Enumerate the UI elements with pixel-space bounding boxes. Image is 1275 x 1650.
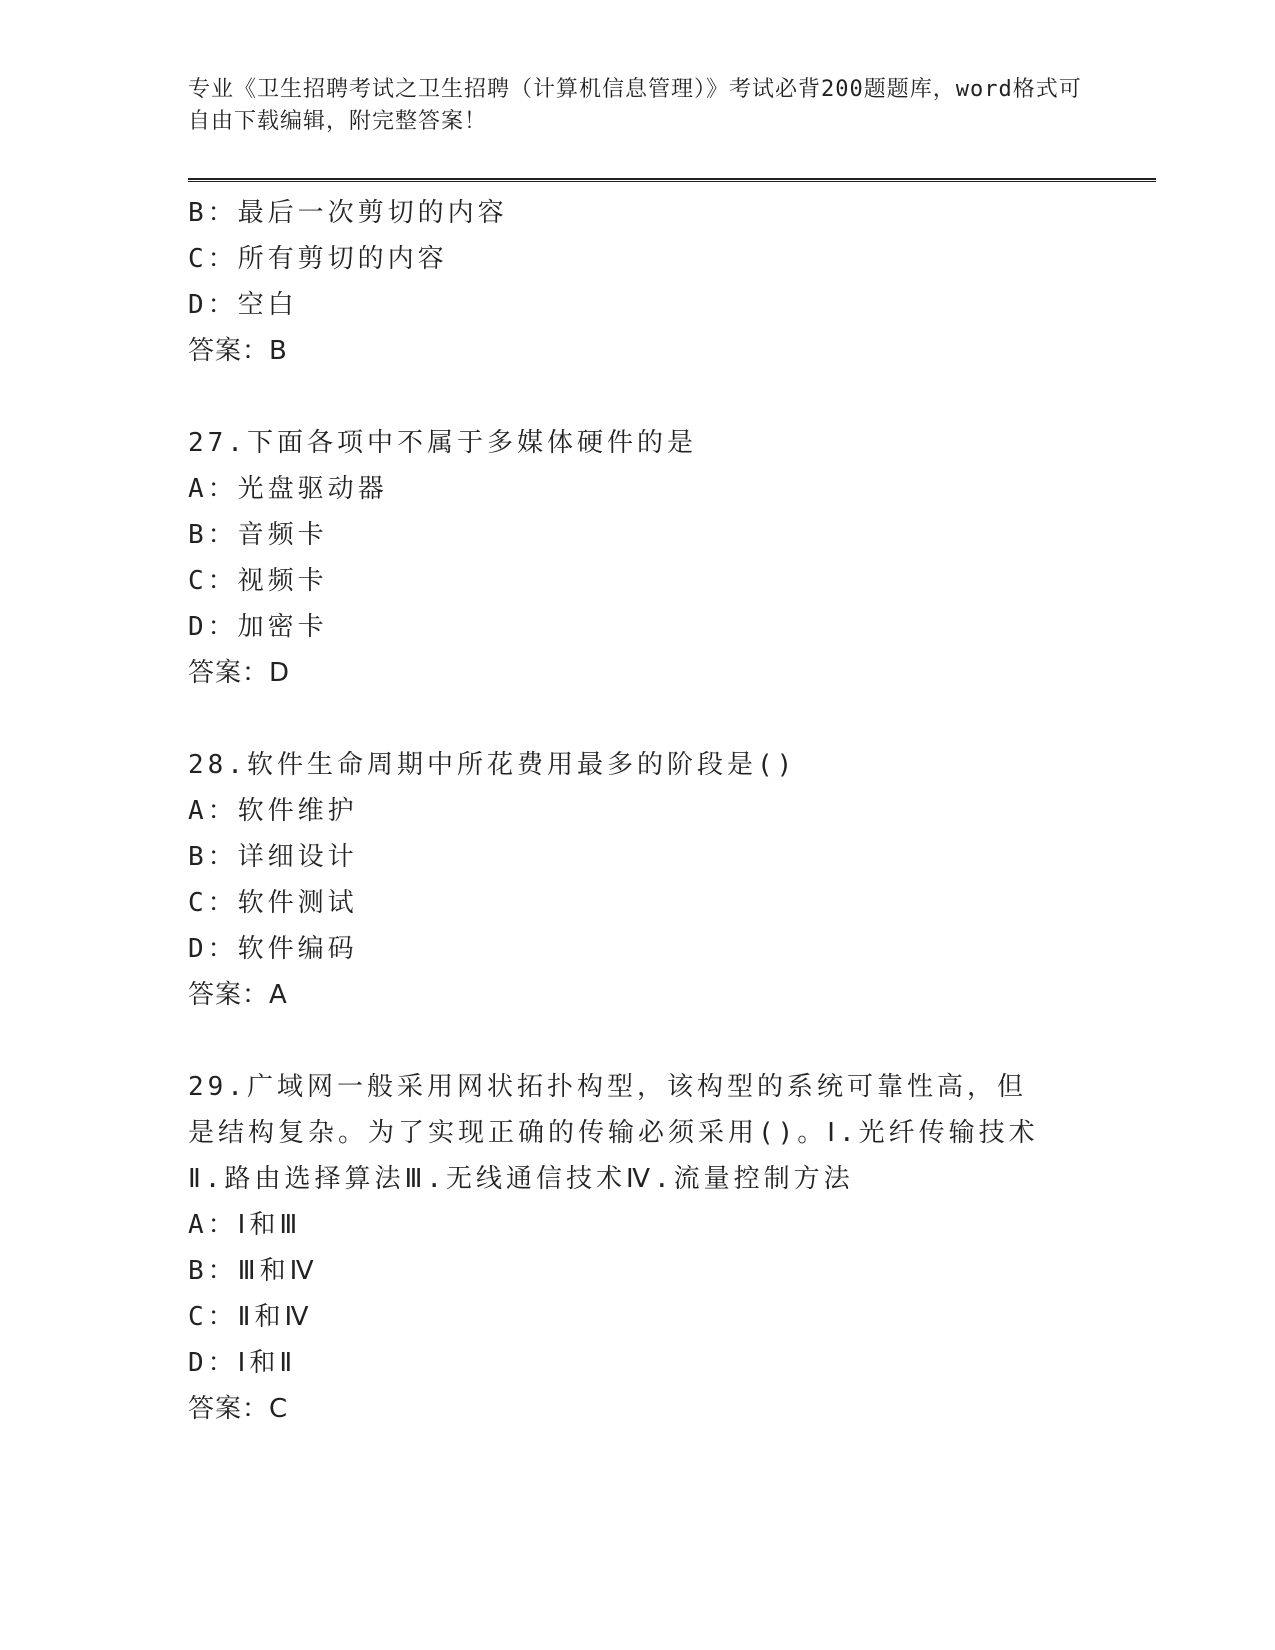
header-divider: [188, 178, 1156, 182]
question-block: [188, 420, 1088, 696]
option-d: D：Ⅰ和Ⅱ: [188, 1348, 297, 1378]
option-b: B：Ⅲ和Ⅳ: [188, 1256, 318, 1286]
question-text: 27.下面各项中不属于多媒体硬件的是: [188, 428, 697, 458]
option-a: A：软件维护: [188, 796, 358, 826]
option-c: C：软件测试: [188, 888, 358, 918]
option-a: A：Ⅰ和Ⅲ: [188, 1210, 302, 1240]
question-list: [188, 190, 1088, 1432]
option-c: C：视频卡: [188, 566, 328, 596]
option-d: D：软件编码: [188, 934, 358, 964]
option-b: B：详细设计: [188, 842, 358, 872]
option-b: B：最后一次剪切的内容: [188, 198, 508, 228]
answer-line: 答案：B: [188, 336, 288, 366]
option-c: C：Ⅱ和Ⅳ: [188, 1302, 313, 1332]
option-d: D：空白: [188, 290, 298, 320]
option-a: A：光盘驱动器: [188, 474, 388, 504]
question-text: 29.广域网一般采用网状拓扑构型，该构型的系统可靠性高，但是结构复杂。为了实现正确的传输必须采用()。Ⅰ.光纤传输技术Ⅱ.路由选择算法Ⅲ.无线通信技术Ⅳ.流量控制方法: [188, 1072, 1039, 1194]
option-b: B：音频卡: [188, 520, 328, 550]
answer-line: 答案：D: [188, 658, 291, 688]
option-d: D：加密卡: [188, 612, 328, 642]
answer-line: 答案：C: [188, 1394, 289, 1424]
option-c: C：所有剪切的内容: [188, 244, 448, 274]
question-block: [188, 1064, 1088, 1432]
question-block: [188, 190, 1088, 374]
document-header: 专业《卫生招聘考试之卫生招聘（计算机信息管理）》考试必背200题题库，word格式可自由下载编辑，附完整答案！: [188, 77, 1082, 134]
answer-line: 答案：A: [188, 980, 288, 1010]
question-block: [188, 742, 1088, 1018]
question-text: 28.软件生命周期中所花费用最多的阶段是(): [188, 750, 797, 780]
